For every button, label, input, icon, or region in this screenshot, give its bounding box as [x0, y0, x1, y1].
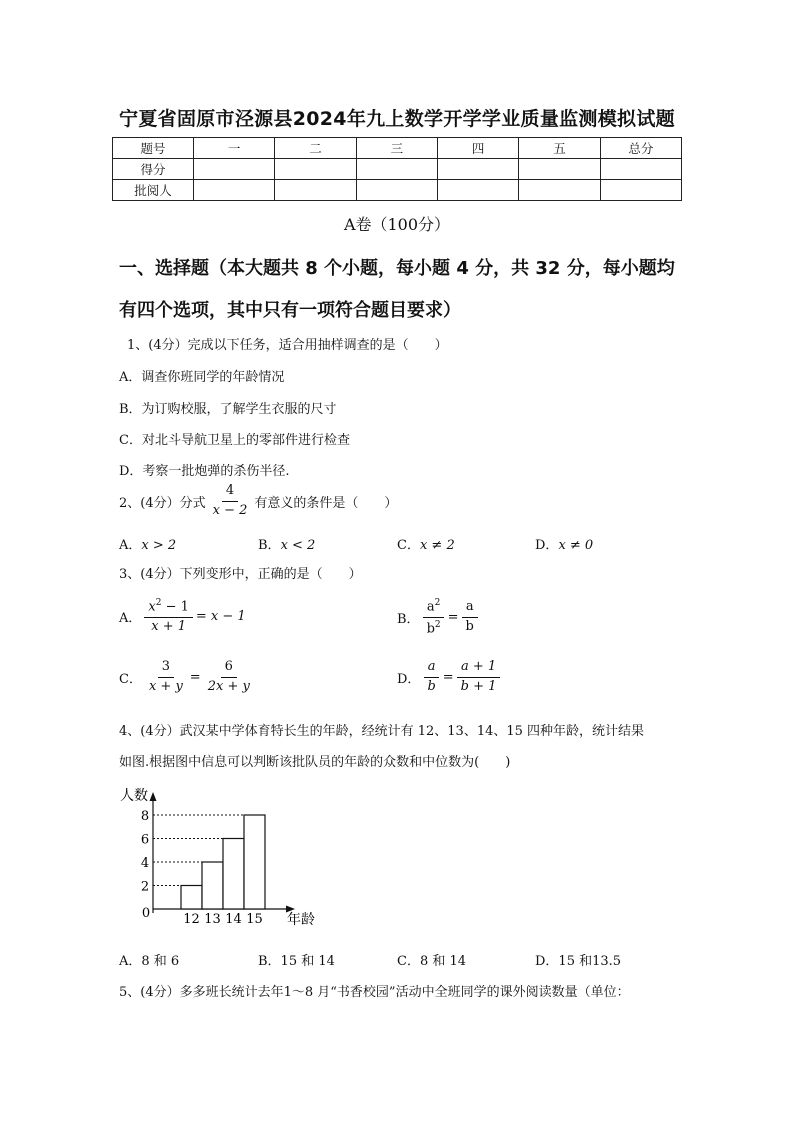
q3-c-label: C．: [119, 671, 142, 687]
question-4-line1: 4、(4分）武汉某中学体育特长生的年龄，经统计有 12、13、14、15 四种年龄，统计结果: [119, 724, 645, 739]
table-cell: [519, 180, 600, 201]
q2-option-a-label: A．: [119, 538, 142, 553]
chart-ytick-label: 6: [140, 832, 150, 848]
q3-b-left-fraction: [423, 598, 445, 638]
q3-d-r-num: a + 1: [457, 660, 500, 678]
question-5-line1: 5、(4分）多多班长统计去年1～8 月“书香校园”活动中全班同学的课外阅读数量（单位：: [119, 985, 630, 1000]
q3-a-num: [144, 598, 193, 618]
q2-frac-den: x − 2: [212, 502, 248, 518]
chart-y-axis-arrow: [150, 792, 157, 801]
q2-option-b-label: B．: [258, 538, 281, 553]
table-cell: [356, 180, 437, 201]
q3-b-right-fraction: [462, 600, 478, 635]
q2-option-d-expr: x ≠ 0: [558, 538, 594, 553]
q3-c-eq: =: [189, 669, 201, 685]
chart-xtick-label: 13: [204, 912, 221, 927]
q3-c-r-den: 2x + y: [207, 678, 250, 694]
table-cell: [437, 180, 518, 201]
chart-ytick-label: 2: [140, 879, 150, 895]
q2-fraction: [209, 484, 252, 519]
chart-ylabel: 人数: [120, 788, 148, 804]
q4-option-b: B．15 和 14: [258, 954, 335, 969]
q4-option-c: C．8 和 14: [397, 954, 467, 969]
table-cell: [600, 159, 681, 180]
chart-xtick-label: 15: [246, 912, 263, 927]
q3-d-left-fraction: [423, 660, 439, 695]
table-cell: 一: [194, 138, 275, 159]
q2-option-d-label: D．: [535, 538, 559, 553]
chart-bar-14: [223, 839, 244, 910]
q3-c-l-den: x + y: [148, 678, 183, 694]
q3-d-r-den: b + 1: [460, 678, 497, 694]
table-cell: 题号: [113, 138, 194, 159]
table-cell: 得分: [113, 159, 194, 180]
q3-b-r-den: b: [465, 619, 474, 635]
table-cell: [194, 180, 275, 201]
section-heading: A卷（100分）: [343, 215, 451, 234]
q3-a-den: x + 1: [151, 619, 187, 635]
table-cell: [437, 159, 518, 180]
q3-option-b: [397, 598, 481, 638]
table-cell: 四: [437, 138, 518, 159]
question-3-stem: 3、(4分）下列变形中，正确的是（ ）: [119, 567, 362, 582]
chart-ytick-label: 4: [140, 856, 150, 871]
part-heading-line2: 有四个选项，其中只有一项符合题目要求）: [119, 300, 461, 321]
question-4-line2: 如图.根据图中信息可以判断该批队员的年龄的众数和中位数为( ): [119, 755, 511, 770]
page-title: 宁夏省固原市泾源县2024年九上数学开学学业质量监测模拟试题: [119, 108, 675, 130]
q2-option-a-expr: x > 2: [141, 538, 177, 553]
table-cell: [275, 159, 356, 180]
table-cell: [194, 159, 275, 180]
q3-b-r-num: a: [462, 600, 478, 618]
chart-origin-label: 0: [141, 906, 151, 921]
question-2-stem: [119, 484, 397, 519]
q3-a-label: A．: [119, 611, 142, 627]
chart-bar-13: [202, 862, 223, 909]
chart-bar-15: [244, 815, 265, 909]
part-heading-line1: 一、选择题（本大题共 8 个小题，每小题 4 分，共 32 分，每小题均: [119, 258, 675, 279]
q4-option-d: D．15 和13.5: [535, 954, 622, 969]
table-cell: 二: [275, 138, 356, 159]
question-1-stem: 1、(4分）完成以下任务，适合用抽样调查的是（ ）: [127, 338, 448, 353]
table-row: [113, 180, 682, 201]
age-bar-chart: [112, 782, 342, 932]
table-cell: 批阅人: [113, 180, 194, 201]
q3-c-left-fraction: [145, 660, 187, 695]
table-cell: [275, 180, 356, 201]
q3-option-d: [397, 660, 503, 695]
score-table-header: [113, 138, 682, 159]
chart-bar-12: [181, 886, 202, 910]
q1-option-c: C．对北斗导航卫星上的零部件进行检查: [119, 433, 350, 448]
q3-b-l-num: [423, 598, 445, 618]
q2-option-d: [535, 534, 593, 553]
q1-option-d: D．考察一批炮弹的杀伤半径.: [119, 464, 290, 479]
q3-option-a: [119, 598, 246, 635]
q2-option-b: [258, 534, 315, 553]
chart-xtick-label: 14: [225, 912, 242, 927]
q3-c-right-fraction: [204, 660, 254, 695]
q3-d-l-num: a: [424, 660, 440, 678]
chart-ytick-label: 8: [140, 809, 150, 824]
q1-option-a: A．调查你班同学的年龄情况: [119, 370, 285, 385]
q1-option-b: B．为订购校服，了解学生衣服的尺寸: [119, 402, 337, 417]
q3-d-right-fraction: [457, 660, 501, 695]
q3-option-c: [119, 660, 257, 695]
q3-c-l-num: 3: [158, 660, 174, 678]
table-cell: [356, 159, 437, 180]
q3-d-label: D．: [397, 671, 421, 687]
q3-b-l-den-exp: 2: [434, 620, 441, 631]
chart-xtick-label: 12: [183, 912, 200, 927]
q3-a-num-tail: − 1: [161, 599, 189, 615]
q2-frac-num: 4: [222, 484, 238, 502]
q2-option-c-label: C．: [397, 538, 420, 553]
q3-a-rhs: = x − 1: [195, 609, 246, 625]
q2-prefix: 2、(4分）分式: [119, 495, 206, 511]
chart-xlabel: 年龄: [287, 912, 315, 928]
q3-d-l-den: b: [427, 678, 436, 694]
q2-option-c-expr: x ≠ 2: [419, 538, 455, 553]
table-cell: 五: [519, 138, 600, 159]
table-cell: [519, 159, 600, 180]
q3-b-l-den: [423, 618, 445, 637]
q3-a-fraction: [144, 598, 193, 635]
table-cell: 三: [356, 138, 437, 159]
q2-suffix: 有意义的条件是（ ）: [254, 495, 398, 511]
score-table: [112, 137, 682, 201]
table-row: [113, 159, 682, 180]
table-cell: [600, 180, 681, 201]
q2-option-a: [119, 534, 176, 553]
q3-c-r-num: 6: [221, 660, 237, 678]
q3-b-eq: =: [447, 610, 459, 626]
table-cell: 总分: [600, 138, 681, 159]
q2-option-b-expr: x < 2: [280, 538, 316, 553]
q3-d-eq: =: [442, 669, 454, 685]
q4-option-a: A．8 和 6: [119, 954, 180, 969]
q3-b-label: B．: [397, 612, 420, 628]
q3-b-l-num-exp: 2: [434, 598, 441, 608]
q3-a-num-exp: 2: [155, 598, 162, 608]
q3-a-num-var: x: [148, 599, 156, 615]
q3-b-l-num-var: a: [426, 599, 435, 615]
q3-b-l-den-var: b: [426, 621, 435, 637]
q2-option-c: [397, 534, 455, 553]
